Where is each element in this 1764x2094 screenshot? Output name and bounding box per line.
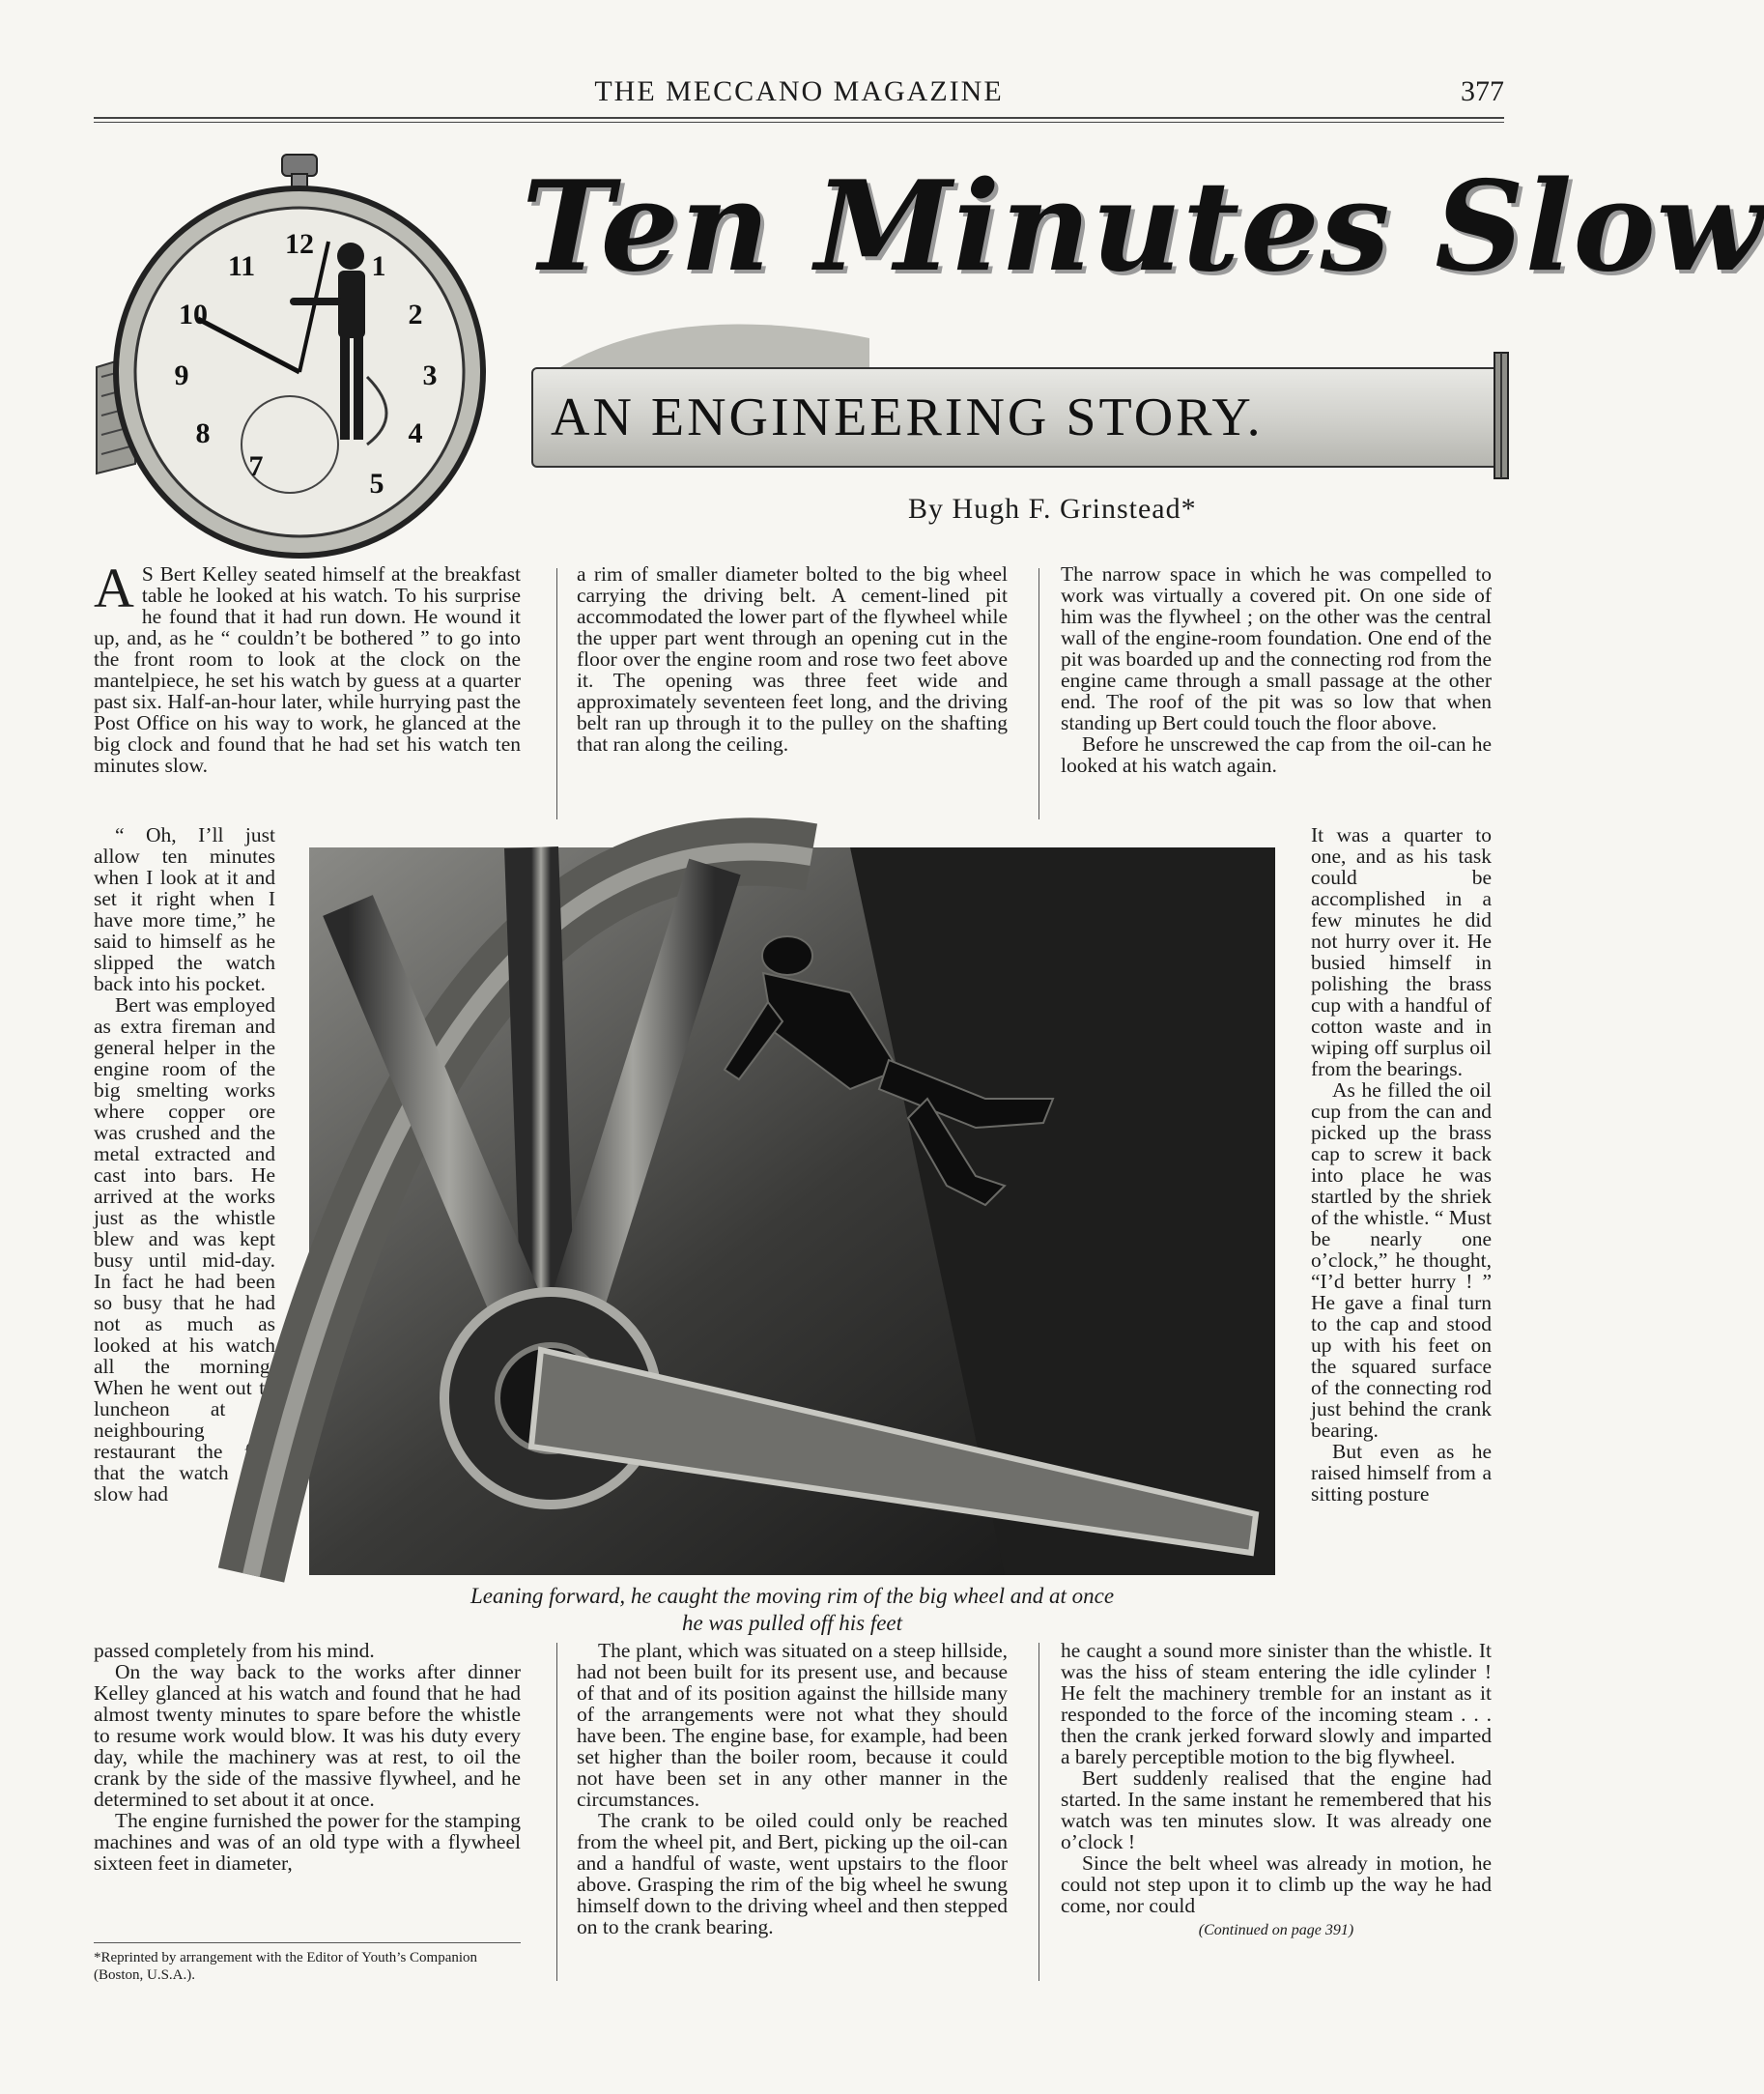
flywheel-illustration: [309, 847, 1275, 1575]
page-number: 377: [1461, 75, 1504, 107]
footnote: *Reprinted by arrangement with the Editor of Youth’s Companion (Boston, U.S.A.).: [94, 1950, 478, 1983]
numeral-9: 9: [174, 359, 189, 391]
ribbon-roll-icon: [1493, 353, 1512, 478]
column-1-top: [94, 557, 521, 777]
paragraph: The crank to be oiled could only be reached from the wheel pit, and Bert, picking up the oil-can and a handful of waste, went upstairs to the floor above. Grasping the rim of the big wheel he swung himself down to the driving wheel and then stepped on to the crank bearing.: [577, 1809, 1008, 1938]
paragraph: Since the belt wheel was already in motion, he could not step upon it to climb up the way he had come, nor could: [1061, 1851, 1492, 1917]
paragraph: Before he unscrewed the cap from the oil-can he looked at his watch again.: [1061, 732, 1492, 777]
paragraph: “ Oh, I’ll just allow ten minutes when I look at it and set it right when I have more time,” he said to himself as he slipped the watch back into his pocket.: [94, 823, 275, 995]
paragraph: As he filled the oil cup from the can and picked up the brass cap to screw it back into place he was startled by the shriek of the whistle. “ Must be nearly one o’clock,” he thought, “I’d better hurry ! ” He gave a final turn to the cap and stood up with his feet on the squared surface of the connecting rod just behind the crank bearing.: [1311, 1078, 1492, 1442]
caption-line: Leaning forward, he caught the moving rim of the big wheel and at once: [469, 1584, 1115, 1608]
column-rule: [1038, 568, 1039, 819]
numeral-10: 10: [179, 299, 208, 330]
header-rule: [94, 117, 1504, 119]
story-headline: Ten Minutes Slow: [522, 155, 1764, 300]
title-banner: [97, 135, 1764, 551]
column-3-top: [1061, 563, 1492, 776]
numeral-12: 12: [285, 228, 314, 260]
byline: By Hugh F. Grinstead*: [908, 493, 1197, 525]
numeral-8: 8: [195, 417, 211, 449]
column-3-bottom: [1061, 1640, 1492, 1941]
column-2-bottom: [577, 1640, 1008, 1937]
column-1-narrow: [94, 824, 275, 1505]
numeral-3: 3: [422, 359, 438, 391]
drop-cap: A: [94, 557, 134, 619]
numeral-1: 1: [371, 250, 386, 282]
running-head: [94, 75, 1504, 114]
pocket-watch-illustration: [97, 135, 551, 551]
paragraph: The engine furnished the power for the stamping machines and was of an old type with a flywheel sixteen feet in diameter,: [94, 1809, 521, 1875]
figure-caption: [309, 1583, 1275, 1637]
paragraph: The plant, which was situated on a steep hillside, had not been built for its present use, and because of that and of its position against the hillside many of the arrangements were not what they should have been. The engine base, for example, had been set higher than the boiler room, because it could not have been set in any other manner in the circumstances.: [577, 1639, 1008, 1811]
column-3-narrow: [1311, 824, 1492, 1505]
magazine-title: THE MECCANO MAGAZINE: [594, 75, 1004, 107]
caption-line: he was pulled off his feet: [681, 1611, 903, 1635]
paragraph: he caught a sound more sinister than the whistle. It was the hiss of steam entering the idle cylinder ! He felt the machinery tremble for an instant as it responded to the force of the incoming steam . . . then the crank jerked forward slowly and imparted a barely perceptible motion to the big flywheel.: [1061, 1639, 1492, 1768]
column-rule: [556, 1643, 557, 1981]
flywheel-scene: [309, 847, 1275, 1575]
paragraph: It was a quarter to one, and as his task could be accomplished in a few minutes he did not hurry over it. He busied himself in polishing the brass cup with a handful of cotton waste and in wiping off surplus oil from the bearings.: [1311, 823, 1492, 1080]
header-rule-thin: [94, 122, 1504, 123]
numeral-5: 5: [369, 468, 384, 500]
numeral-4: 4: [408, 417, 423, 449]
paragraph: A S Bert Kelley seated himself at the breakfast table he looked at his watch. To his surprise he found that it had run down. He wound it up, and, as he “ couldn’t be bothered ” to go into the front room to look at the clock on the mantelpiece, he set his watch by guess at a quarter past six. Half-an-hour later, while hurrying past the Post Office on his way to work, he glanced at the big clock and found that he had set his watch ten minutes slow.: [94, 557, 521, 777]
numeral-11: 11: [227, 250, 256, 282]
paragraph: passed completely from his mind.: [94, 1639, 375, 1662]
banner-shadow-swoosh: [560, 300, 869, 377]
paragraph: a rim of smaller diameter bolted to the big wheel carrying the driving belt. A cement-lined pit accommodated the lower part of the flywheel while the upper part went through an opening cut in the floor over the engine room and rose two feet above it. The opening was three feet wide and approximately seventeen feet long, and the driving belt ran up through it to the pulley on the shafting that ran along the ceiling.: [577, 562, 1008, 756]
numeral-7: 7: [248, 450, 264, 482]
paragraph: On the way back to the works after dinner Kelley glanced at his watch and found that he had almost twenty minutes to spare before the whistle to resume work would blow. It was his duty every day, while the machinery was at rest, to oil the crank by the side of the massive flywheel, and he determined to set about it at once.: [94, 1660, 521, 1811]
paragraph: Bert suddenly realised that the engine had started. In the same instant he remembered that his watch was ten minutes slow. It was already one o’clock !: [1061, 1766, 1492, 1853]
paragraph: The narrow space in which he was compelled to work was virtually a covered pit. On one side of him was the flywheel ; on the other was the central wall of the engine-room foundation. One end of the pit was boarded up and the connecting rod from the engine came through a small passage at the other end. The roof of the pit was so low that when standing up Bert could touch the floor above.: [1061, 562, 1492, 734]
column-rule: [1038, 1643, 1039, 1981]
column-1-bottom: [94, 1640, 521, 1874]
numeral-2: 2: [408, 299, 423, 330]
footnote-rule: [94, 1942, 521, 1943]
story-subhead: AN ENGINEERING STORY.: [551, 387, 1264, 447]
paragraph: Bert was employed as extra fireman and general helper in the engine room of the big smelting works where copper ore was crushed and the metal extracted and cast into bars. He arrived at the works just as the whistle blew and was kept busy until mid-day. In fact he had been so busy that he had not as much as looked at his watch all the morning. When he went out to luncheon at a neighbouring restaurant the fact that the watch was slow had: [94, 993, 275, 1506]
column-2-top: [577, 563, 1008, 755]
continued-note: (Continued on page 391): [1198, 1922, 1354, 1938]
paragraph: But even as he raised himself from a sitting posture: [1311, 1440, 1492, 1506]
column-rule: [556, 568, 557, 819]
